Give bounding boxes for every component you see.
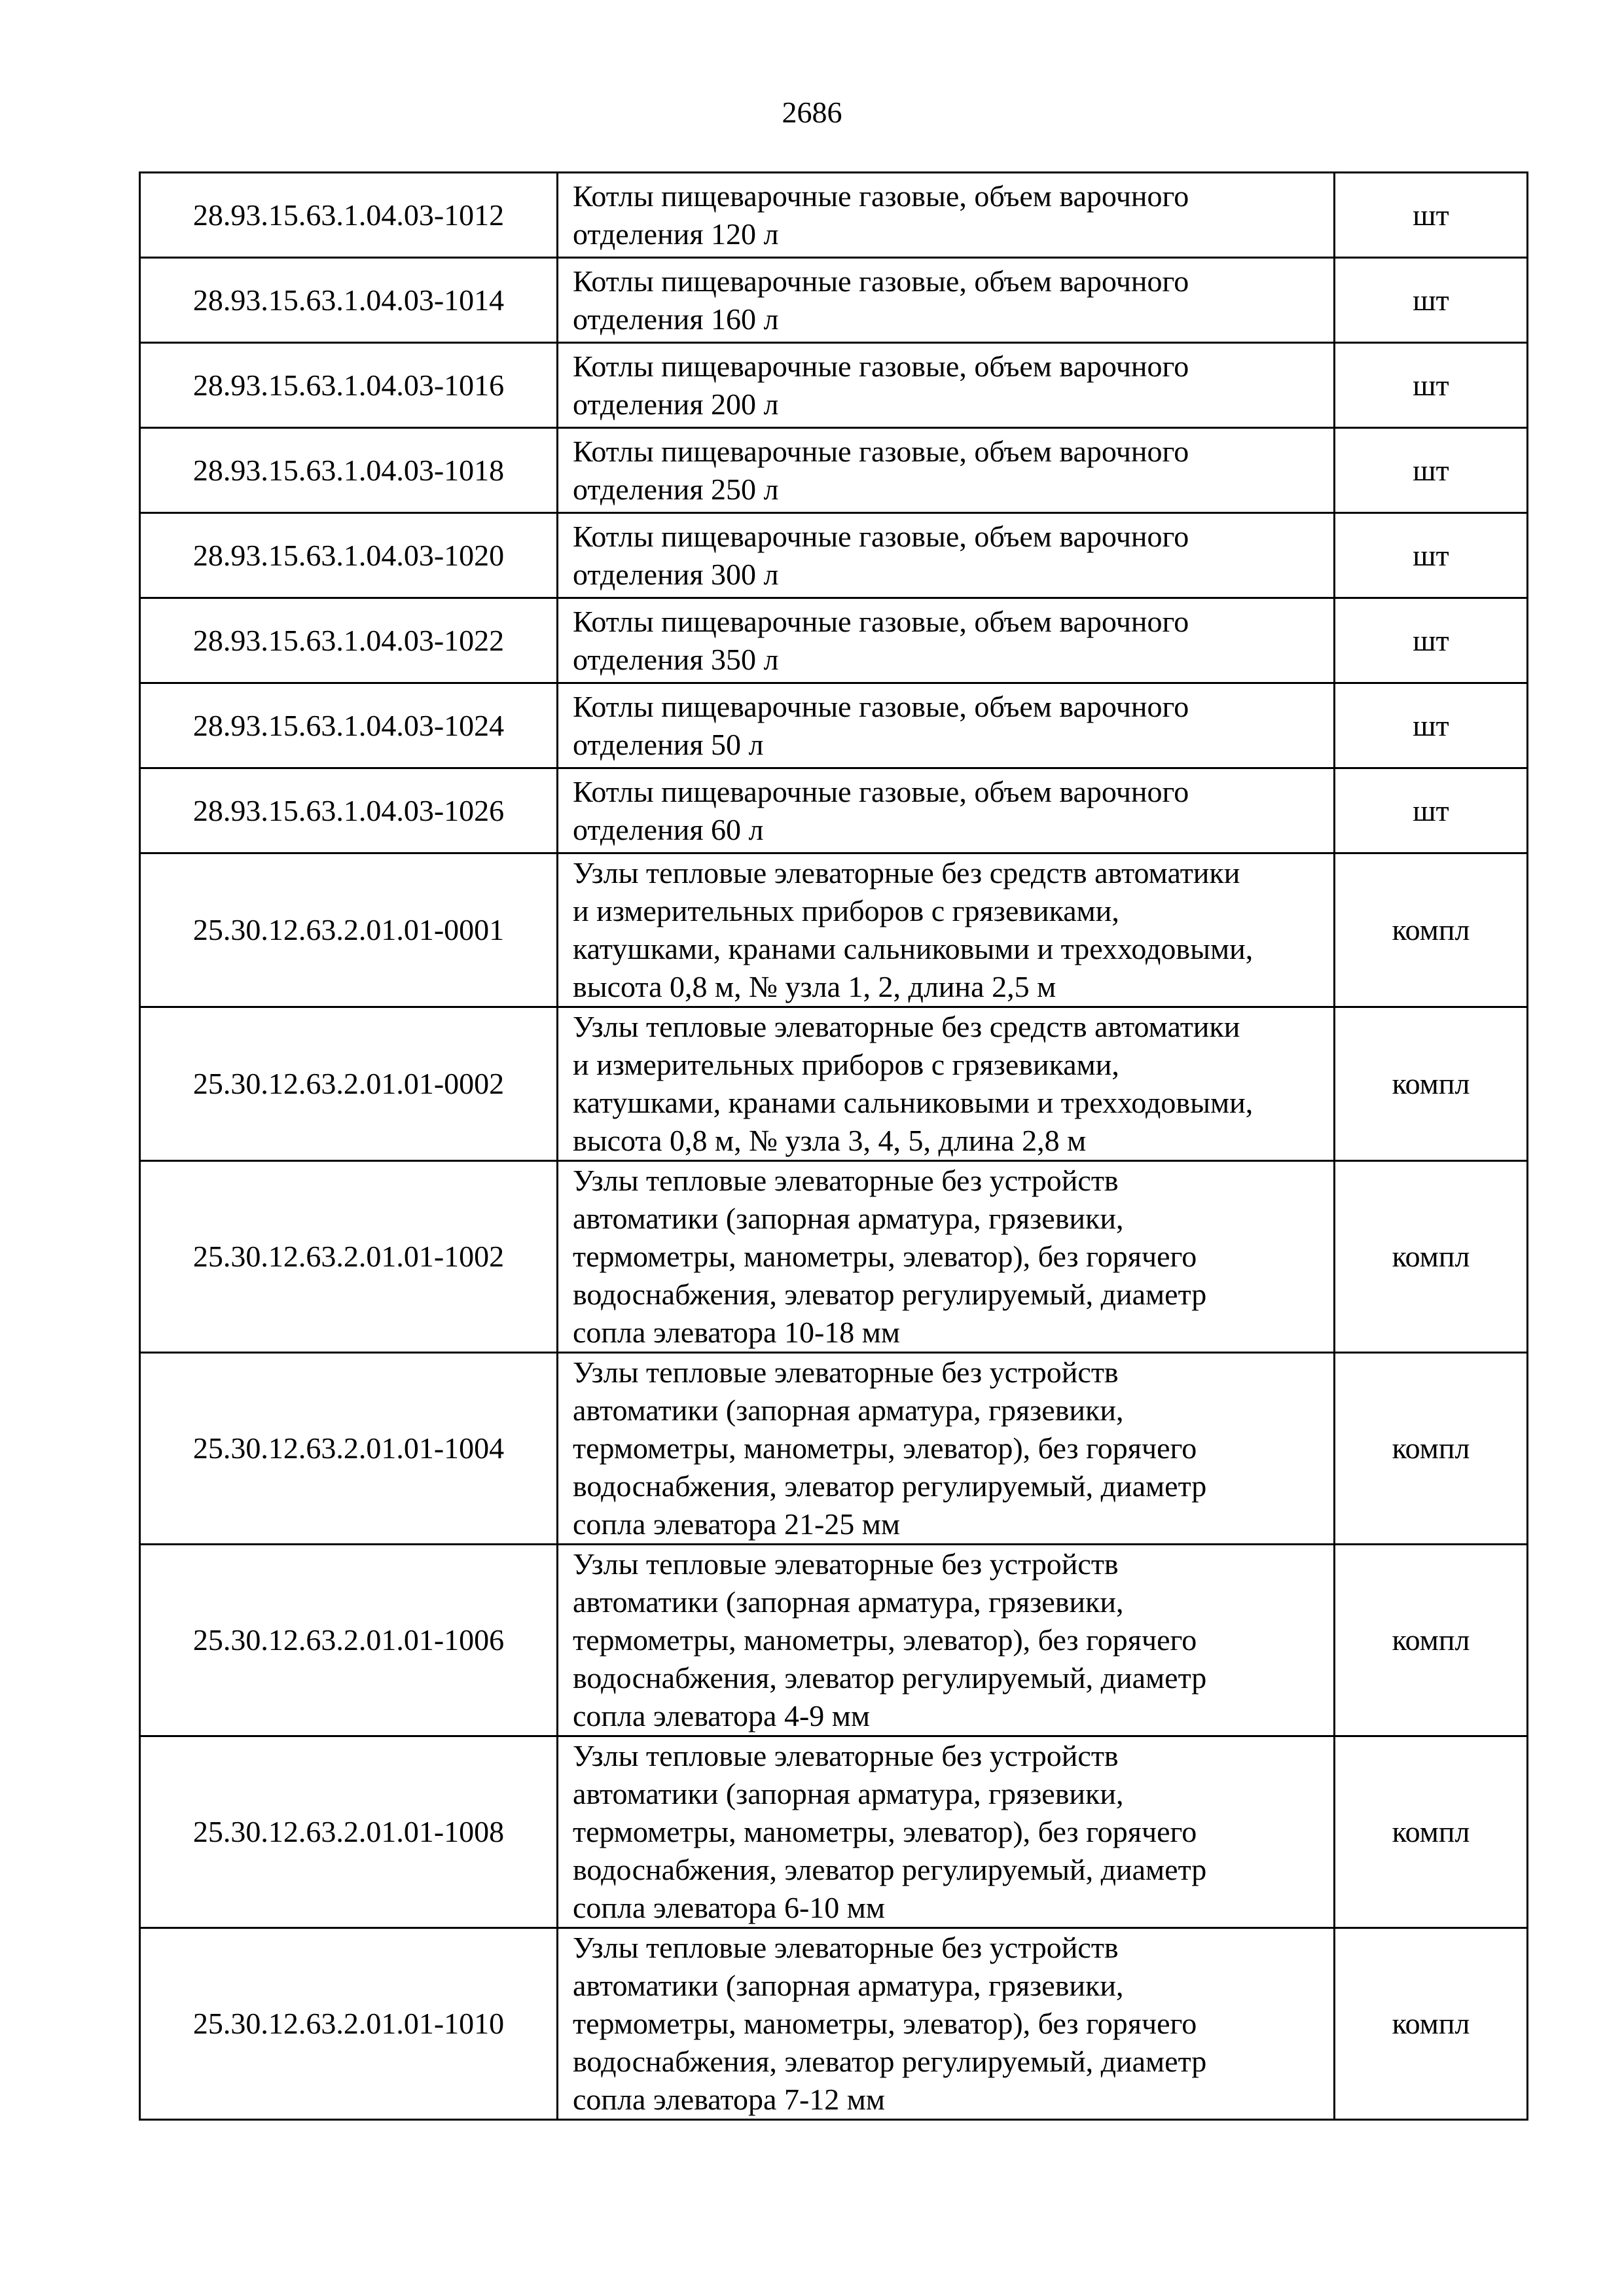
unit-of-measure: шт [1335,258,1528,343]
description-line: термометры, манометры, элеватор), без горячего [573,1815,1197,1848]
description-line: водоснабжения, элеватор регулируемый, диаметр [573,1278,1207,1311]
description-line: термометры, манометры, элеватор), без горячего [573,1240,1197,1273]
description-line: автоматики (запорная арматура, грязевики, [573,1969,1124,2002]
resource-code: 25.30.12.63.2.01.01-1002 [140,1161,558,1353]
resource-code: 25.30.12.63.2.01.01-1010 [140,1928,558,2120]
table-row [140,1353,1528,1545]
description-line: Котлы пищеварочные газовые, объем варочного [573,179,1189,213]
description-line: сопла элеватора 6-10 мм [573,1891,885,1924]
resource-description [558,1545,1335,1736]
resource-code: 28.93.15.63.1.04.03-1022 [140,598,558,683]
resource-code: 28.93.15.63.1.04.03-1024 [140,683,558,768]
table-row [140,428,1528,513]
description-line: термометры, манометры, элеватор), без горячего [573,1623,1197,1657]
unit-of-measure: компл [1335,1736,1528,1928]
description-line: сопла элеватора 4-9 мм [573,1699,870,1732]
description-line: Котлы пищеварочные газовые, объем варочного [573,349,1189,383]
description-line: отделения 50 л [573,727,764,761]
table-row [140,1161,1528,1353]
resource-description [558,683,1335,768]
resource-description [558,1353,1335,1545]
unit-of-measure: шт [1335,598,1528,683]
description-line: сопла элеватора 21-25 мм [573,1507,900,1541]
resource-code: 25.30.12.63.2.01.01-1008 [140,1736,558,1928]
description-line: термометры, манометры, элеватор), без горячего [573,1431,1197,1465]
description-line: водоснабжения, элеватор регулируемый, диаметр [573,1853,1207,1886]
resource-description [558,1007,1335,1161]
description-line: Котлы пищеварочные газовые, объем варочного [573,519,1189,553]
unit-of-measure: шт [1335,173,1528,258]
resource-description [558,343,1335,428]
description-line: отделения 300 л [573,557,779,591]
table-row [140,768,1528,853]
description-line: отделения 60 л [573,812,764,846]
resource-description [558,173,1335,258]
description-line: водоснабжения, элеватор регулируемый, диаметр [573,1469,1207,1503]
description-line: Узлы тепловые элеваторные без средств автоматики [573,1010,1240,1043]
description-line: Котлы пищеварочные газовые, объем варочного [573,689,1189,723]
table-row [140,598,1528,683]
resource-code: 25.30.12.63.2.01.01-1004 [140,1353,558,1545]
unit-of-measure: шт [1335,683,1528,768]
table-row [140,173,1528,258]
description-line: и измерительных приборов с грязевиками, [573,1048,1119,1081]
description-line: и измерительных приборов с грязевиками, [573,894,1119,927]
table-row [140,1736,1528,1928]
table-row [140,1928,1528,2120]
description-line: отделения 120 л [573,217,779,251]
description-line: Узлы тепловые элеваторные без устройств [573,1931,1119,1964]
unit-of-measure: компл [1335,1353,1528,1545]
description-line: катушками, кранами сальниковыми и трехходовыми, [573,1086,1254,1119]
resource-code: 25.30.12.63.2.01.01-0002 [140,1007,558,1161]
description-line: высота 0,8 м, № узла 1, 2, длина 2,5 м [573,970,1056,1003]
unit-of-measure: компл [1335,1545,1528,1736]
table-row [140,1545,1528,1736]
resource-code: 28.93.15.63.1.04.03-1026 [140,768,558,853]
description-line: водоснабжения, элеватор регулируемый, диаметр [573,2045,1207,2078]
description-line: водоснабжения, элеватор регулируемый, диаметр [573,1661,1207,1695]
resource-description [558,258,1335,343]
table-row [140,343,1528,428]
description-line: автоматики (запорная арматура, грязевики, [573,1777,1124,1810]
table-row [140,853,1528,1007]
description-line: Котлы пищеварочные газовые, объем варочного [573,604,1189,638]
table-body [140,173,1528,2120]
resource-code: 28.93.15.63.1.04.03-1020 [140,513,558,598]
resource-code: 28.93.15.63.1.04.03-1012 [140,173,558,258]
description-line: катушками, кранами сальниковыми и трехходовыми, [573,932,1254,965]
unit-of-measure: компл [1335,1007,1528,1161]
description-line: Котлы пищеварочные газовые, объем варочного [573,264,1189,298]
resource-table [139,171,1528,2121]
description-line: Узлы тепловые элеваторные без средств автоматики [573,856,1240,889]
resource-code: 28.93.15.63.1.04.03-1016 [140,343,558,428]
table-row [140,258,1528,343]
description-line: отделения 160 л [573,302,779,336]
description-line: отделения 250 л [573,472,779,506]
resource-description [558,768,1335,853]
description-line: Котлы пищеварочные газовые, объем варочного [573,774,1189,808]
resource-code: 28.93.15.63.1.04.03-1014 [140,258,558,343]
description-line: Узлы тепловые элеваторные без устройств [573,1547,1119,1581]
description-line: сопла элеватора 7-12 мм [573,2083,885,2116]
table-row [140,1007,1528,1161]
resource-description [558,853,1335,1007]
unit-of-measure: компл [1335,1928,1528,2120]
table-row [140,683,1528,768]
description-line: автоматики (запорная арматура, грязевики, [573,1585,1124,1619]
resource-description [558,428,1335,513]
resource-description [558,1928,1335,2120]
unit-of-measure: компл [1335,853,1528,1007]
unit-of-measure: шт [1335,428,1528,513]
resource-description [558,1161,1335,1353]
description-line: Узлы тепловые элеваторные без устройств [573,1739,1119,1772]
resource-code: 28.93.15.63.1.04.03-1018 [140,428,558,513]
unit-of-measure: компл [1335,1161,1528,1353]
description-line: автоматики (запорная арматура, грязевики, [573,1393,1124,1427]
description-line: Котлы пищеварочные газовые, объем варочного [573,434,1189,468]
unit-of-measure: шт [1335,513,1528,598]
description-line: отделения 350 л [573,642,779,676]
resource-description [558,598,1335,683]
resource-description [558,1736,1335,1928]
unit-of-measure: шт [1335,343,1528,428]
resource-description [558,513,1335,598]
resource-code: 25.30.12.63.2.01.01-0001 [140,853,558,1007]
description-line: сопла элеватора 10-18 мм [573,1316,900,1349]
unit-of-measure: шт [1335,768,1528,853]
description-line: отделения 200 л [573,387,779,421]
description-line: Узлы тепловые элеваторные без устройств [573,1355,1119,1389]
description-line: высота 0,8 м, № узла 3, 4, 5, длина 2,8 м [573,1124,1087,1157]
description-line: Узлы тепловые элеваторные без устройств [573,1164,1119,1197]
description-line: автоматики (запорная арматура, грязевики, [573,1202,1124,1235]
description-line: термометры, манометры, элеватор), без горячего [573,2007,1197,2040]
table-row [140,513,1528,598]
page-number: 2686 [782,96,842,129]
resource-code: 25.30.12.63.2.01.01-1006 [140,1545,558,1736]
